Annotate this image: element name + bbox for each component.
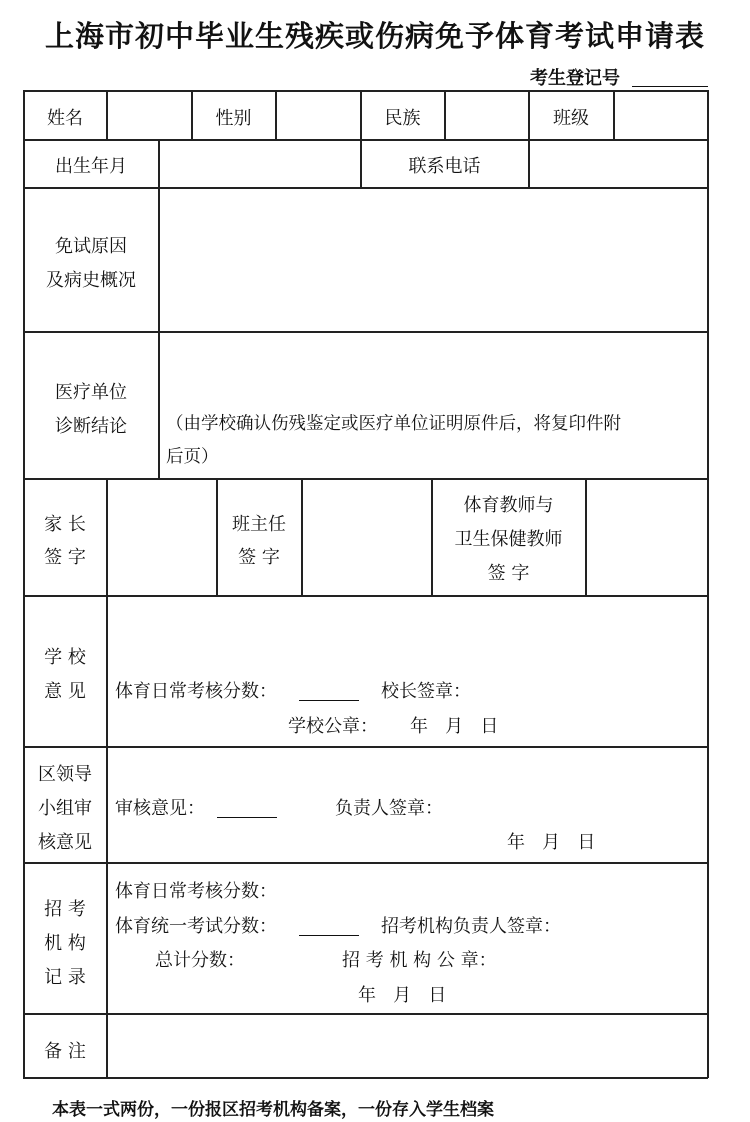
phone-label: 联系电话 <box>408 156 481 177</box>
name-label: 姓名 <box>47 108 83 129</box>
remarks-label: 备 注 <box>44 1041 86 1062</box>
district-label-line2: 小组审 <box>38 798 92 819</box>
district-date: 年 月 日 <box>507 832 596 853</box>
class-field[interactable] <box>615 92 706 138</box>
registration-number-label: 考生登记号 <box>530 68 620 89</box>
gender-field[interactable] <box>277 92 359 138</box>
form-title: 上海市初中毕业生残疾或伤病免予体育考试申请表 <box>44 19 705 53</box>
diagnosis-field[interactable] <box>160 333 706 477</box>
birth-date-label: 出生年月 <box>55 156 127 177</box>
exam-unified-score-label: 体育统一考试分数： <box>115 916 277 937</box>
birth-date-field[interactable] <box>160 141 359 186</box>
head-teacher-label-line2: 签 字 <box>238 547 280 568</box>
reason-field[interactable] <box>160 189 706 330</box>
exam-office-date: 年 月 日 <box>358 985 447 1006</box>
school-daily-score-field[interactable] <box>299 684 359 701</box>
ethnicity-field[interactable] <box>446 92 527 138</box>
pe-teacher-label-line1: 体育教师与 <box>463 495 554 516</box>
district-label-line3: 核意见 <box>38 832 92 853</box>
school-seal-label: 学校公章： <box>288 716 378 737</box>
district-review-field[interactable] <box>217 801 277 818</box>
exam-office-head-signature-label: 招考机构负责人签章： <box>381 916 561 937</box>
ethnicity-label: 民族 <box>384 108 421 129</box>
remarks-field[interactable] <box>108 1015 706 1076</box>
parent-sign-label-line2: 签 字 <box>44 547 86 568</box>
pe-teacher-label-line2: 卫生保健教师 <box>454 529 563 550</box>
school-daily-score-label: 体育日常考核分数： <box>115 681 277 702</box>
school-opinion-label-line1: 学 校 <box>44 647 86 668</box>
school-date: 年 月 日 <box>410 716 499 737</box>
principal-signature-label: 校长签章： <box>381 681 471 702</box>
exam-daily-score-label: 体育日常考核分数： <box>115 881 277 902</box>
pe-teacher-label-line3: 签 字 <box>487 563 530 584</box>
district-review-label: 审核意见： <box>115 798 205 819</box>
exam-office-label-line2: 机 构 <box>44 933 86 954</box>
parent-sign-label-line1: 家 长 <box>44 514 86 535</box>
class-label: 班级 <box>553 108 589 129</box>
district-label-line1: 区领导 <box>38 764 92 785</box>
reason-label-line2: 及病史概况 <box>46 270 136 291</box>
head-teacher-signature-field[interactable] <box>303 480 430 594</box>
school-opinion-label-line2: 意 见 <box>44 681 86 702</box>
exam-office-seal-label: 招 考 机 构 公 章： <box>342 950 497 971</box>
exam-unified-score-field[interactable] <box>299 919 359 936</box>
diagnosis-note-line1: （由学校确认伤残鉴定或医疗单位证明原件后，将复印件附 <box>166 414 621 434</box>
diagnosis-label-line1: 医疗单位 <box>55 382 127 403</box>
district-responsible-label: 负责人签章： <box>335 798 443 819</box>
exam-office-label-line1: 招 考 <box>44 899 86 920</box>
phone-field[interactable] <box>530 141 706 186</box>
diagnosis-label-line2: 诊断结论 <box>55 416 127 437</box>
exam-total-score-label: 总计分数： <box>155 950 245 971</box>
exam-office-label-line3: 记 录 <box>44 967 86 988</box>
registration-number-field[interactable] <box>632 86 708 87</box>
pe-teacher-signature-field[interactable] <box>587 480 706 594</box>
gender-label: 性别 <box>215 108 252 129</box>
footer-note: 本表一式两份，一份报区招考机构备案，一份存入学生档案 <box>52 1100 494 1120</box>
parent-signature-field[interactable] <box>108 480 215 594</box>
head-teacher-label-line1: 班主任 <box>232 514 286 535</box>
reason-label-line1: 免试原因 <box>55 236 127 257</box>
diagnosis-note-line2: 后页） <box>166 447 219 467</box>
name-field[interactable] <box>108 92 190 138</box>
